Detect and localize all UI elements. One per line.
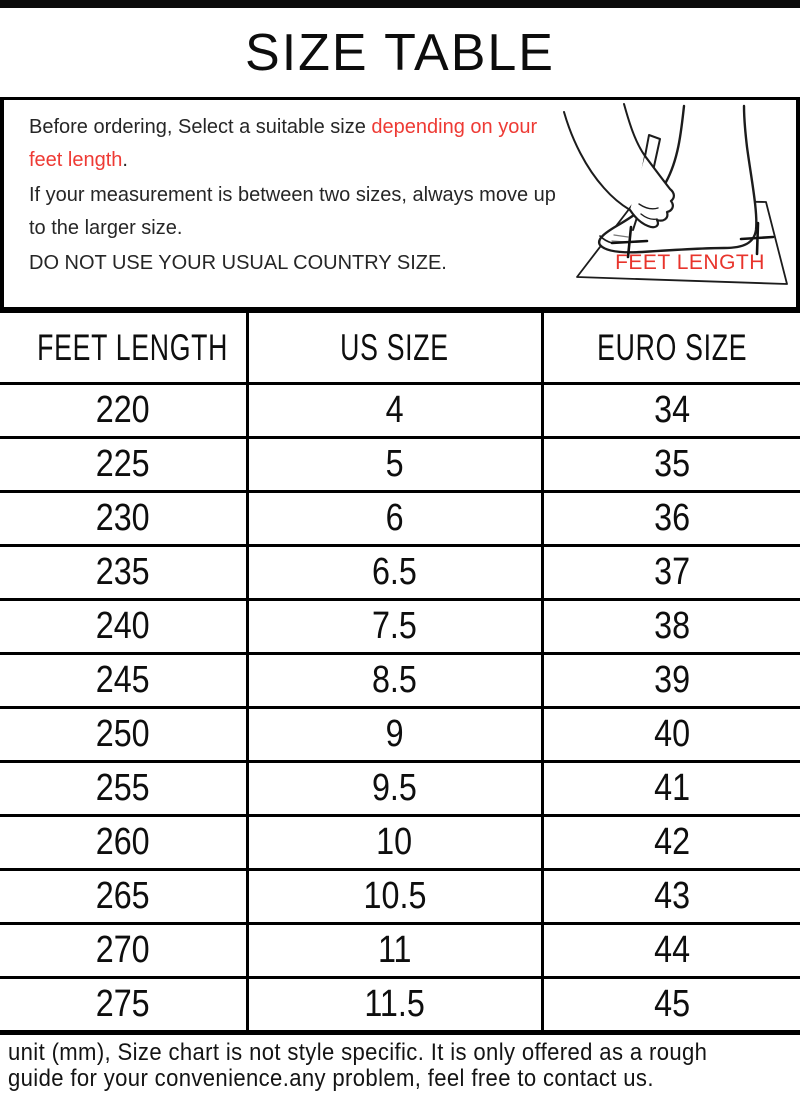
table-header-row: [0, 310, 800, 384]
euro-size-cell: 42: [542, 816, 800, 870]
highlighted-text: depending on your: [371, 116, 538, 138]
us-size-cell: 11.5: [247, 978, 542, 1033]
euro-size-cell: 38: [542, 600, 800, 654]
euro-size-cell: 45: [542, 978, 800, 1033]
table-row: [0, 816, 800, 870]
highlighted-text: feet length: [29, 149, 123, 171]
header-cell-euro-size: [542, 310, 800, 384]
instruction-line: to the larger size.: [29, 217, 183, 239]
footer-line-1: unit (mm), Size chart is not style specific. It is only offered as a rough: [8, 1039, 708, 1066]
arm-outer-line: [564, 112, 630, 210]
us-size-cell: 10: [247, 816, 542, 870]
feet-length-cell: 245: [0, 654, 247, 708]
instruction-warning-line: DO NOT USE YOUR USUAL COUNTRY SIZE.: [29, 252, 447, 274]
us-size-cell: 11: [247, 924, 542, 978]
euro-size-cell: 34: [542, 384, 800, 438]
table-row: [0, 384, 800, 438]
feet-length-label: FEET LENGTH: [615, 251, 765, 274]
table-row: [0, 438, 800, 492]
footer-note: [0, 1035, 800, 1092]
euro-size-cell: 41: [542, 762, 800, 816]
feet-length-cell: 225: [0, 438, 247, 492]
us-size-cell: 9: [247, 708, 542, 762]
foot-outline: [599, 106, 756, 252]
foot-measurement-illustration: [544, 102, 794, 302]
us-size-cell: 4: [247, 384, 542, 438]
size-table: [0, 307, 800, 1035]
feet-length-cell: 275: [0, 978, 247, 1033]
instruction-line: If your measurement is between two sizes, always move up: [29, 184, 556, 206]
us-size-cell: 8.5: [247, 654, 542, 708]
feet-length-cell: 230: [0, 492, 247, 546]
us-size-cell: 10.5: [247, 870, 542, 924]
header-cell-us-size: [247, 310, 542, 384]
page-title: SIZE TABLE: [245, 23, 555, 82]
header-label: FEET LENGTH: [37, 326, 229, 368]
feet-length-cell: 265: [0, 870, 247, 924]
euro-size-cell: 40: [542, 708, 800, 762]
table-row: [0, 600, 800, 654]
instruction-text: Before ordering, Select a suitable size: [29, 116, 372, 138]
header-cell-feet-length: [0, 310, 247, 384]
us-size-cell: 7.5: [247, 600, 542, 654]
table-row: [0, 492, 800, 546]
feet-length-cell: 220: [0, 384, 247, 438]
table-row: [0, 654, 800, 708]
hand: [630, 156, 674, 227]
euro-size-cell: 37: [542, 546, 800, 600]
us-size-cell: 6: [247, 492, 542, 546]
us-size-cell: 9.5: [247, 762, 542, 816]
feet-length-cell: 235: [0, 546, 247, 600]
table-row: [0, 762, 800, 816]
euro-size-cell: 43: [542, 870, 800, 924]
table-row: [0, 546, 800, 600]
euro-size-cell: 39: [542, 654, 800, 708]
instruction-text: .: [122, 149, 128, 171]
feet-length-cell: 270: [0, 924, 247, 978]
us-size-cell: 5: [247, 438, 542, 492]
instructions-panel: [0, 100, 800, 307]
table-row: [0, 978, 800, 1033]
euro-size-cell: 44: [542, 924, 800, 978]
feet-length-cell: 240: [0, 600, 247, 654]
feet-length-cell: 255: [0, 762, 247, 816]
top-border-bar: [0, 0, 800, 8]
footer-line-2: guide for your convenience.any problem, feel free to contact us.: [8, 1065, 654, 1092]
arm-inner-line: [624, 104, 645, 156]
header-label: EURO SIZE: [596, 326, 747, 368]
header: [0, 8, 800, 100]
table-row: [0, 708, 800, 762]
us-size-cell: 6.5: [247, 546, 542, 600]
table-row: [0, 924, 800, 978]
euro-size-cell: 36: [542, 492, 800, 546]
feet-length-cell: 260: [0, 816, 247, 870]
feet-length-cell: 250: [0, 708, 247, 762]
table-row: [0, 870, 800, 924]
euro-size-cell: 35: [542, 438, 800, 492]
header-label: US SIZE: [340, 326, 449, 368]
